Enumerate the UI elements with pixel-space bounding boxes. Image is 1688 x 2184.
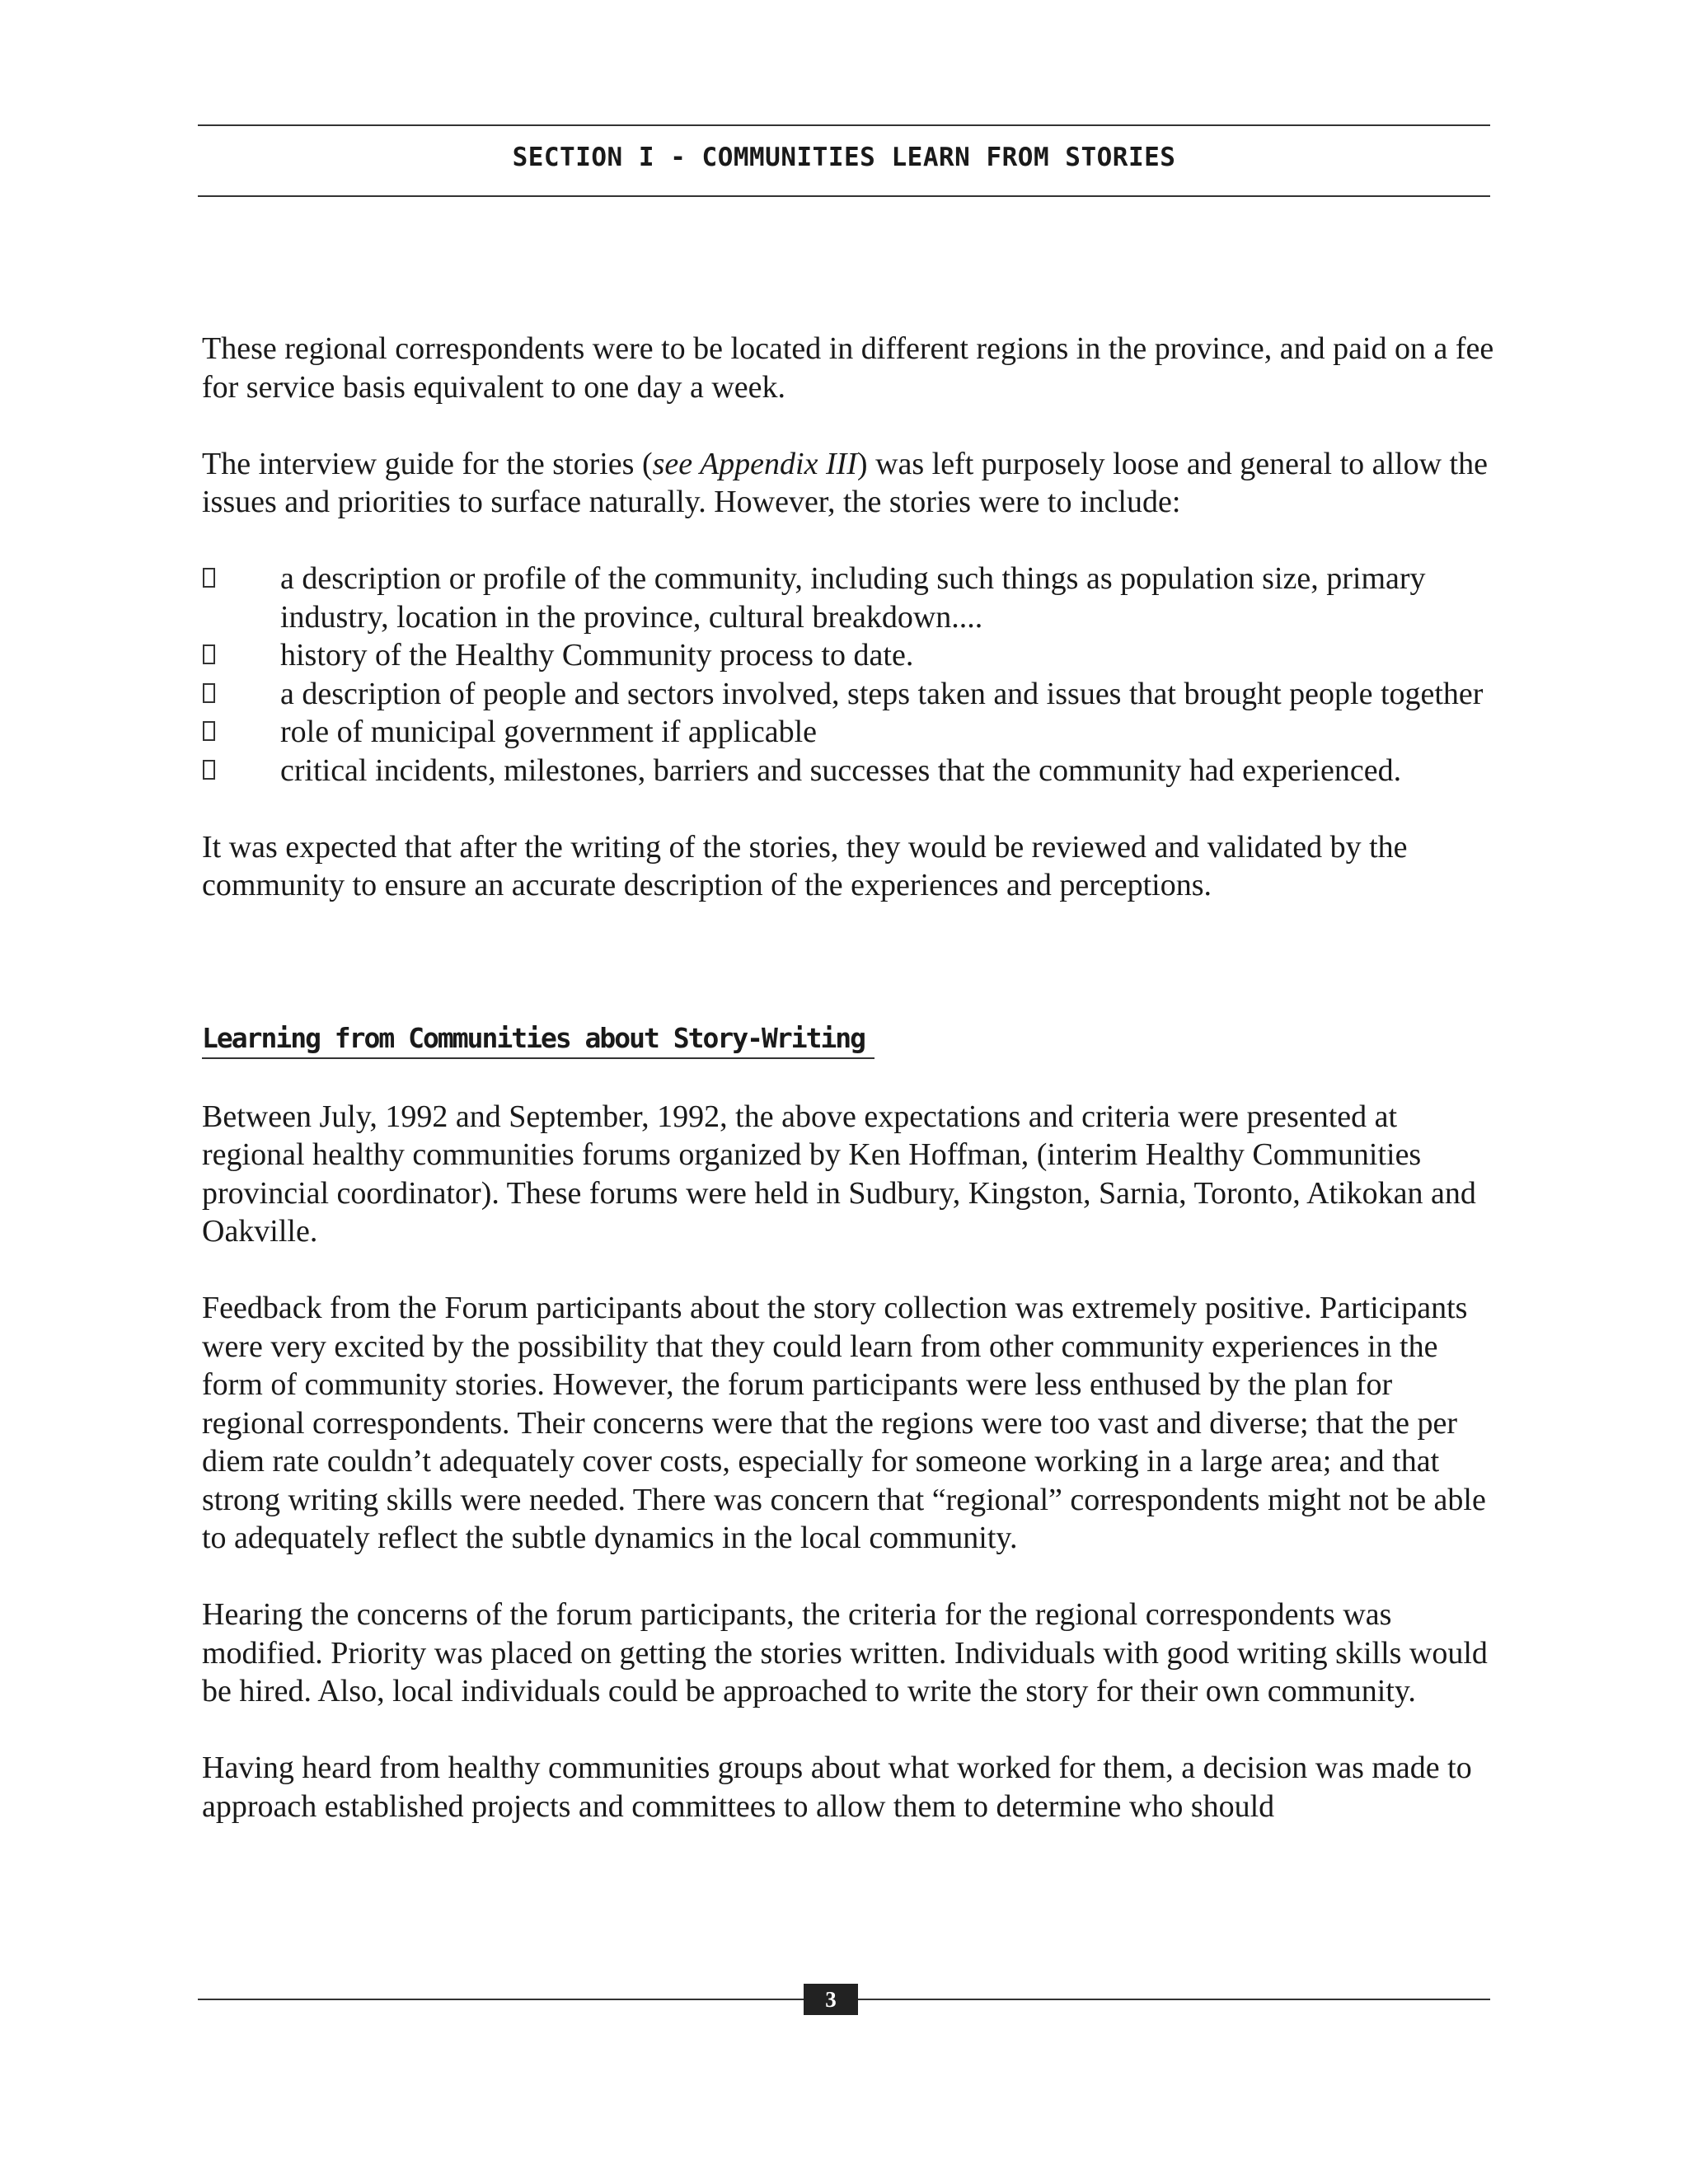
list-item-text: role of municipal government if applicable xyxy=(280,715,818,749)
list-item xyxy=(202,675,1496,714)
bullet-box-icon xyxy=(203,721,215,741)
list-item-text: history of the Healthy Community process to date. xyxy=(280,638,914,673)
bullet-box-icon xyxy=(203,683,215,703)
page-number-badge: 3 xyxy=(804,1984,858,2015)
list-item-text: critical incidents, milestones, barriers and successes that the community had experienced. xyxy=(280,752,1402,788)
paragraph-validation: It was expected that after the writing of the stories, they would be reviewed and validated by the community to ensure an accurate description of the experiences and perceptions. xyxy=(202,829,1408,902)
list-item xyxy=(202,752,1496,790)
list-item-text: a description or profile of the community, including such things as population size, primary industry, location in the province, cultural breakdown.... xyxy=(280,561,1426,635)
bullet-box-icon xyxy=(203,568,215,588)
section-subheading: Learning from Communities about Story-Writing xyxy=(202,1019,874,1059)
paragraph-feedback: Feedback from the Forum participants about the story collection was extremely positive. Participants were very excited by the possibility that they could learn from other community experiences in the form of community stories. However, the forum participants were less enthused by the plan for regional correspondents. Their concerns were that the regions were too vast and diverse; that the per diem rate couldn’t adequately cover costs, especially for someone working in a large area; and that strong writing skills were needed. There was concern that “regional” correspondents might not be able to adequately reflect the subtle dynamics in the local community. xyxy=(202,1291,1486,1555)
section-header-title: SECTION I - COMMUNITIES LEARN FROM STORIES xyxy=(512,143,1176,172)
paragraph-decision: Having heard from healthy communities groups about what worked for them, a decision was made to approach established projects and committees to allow them to determine who should xyxy=(202,1750,1472,1824)
story-requirements-list xyxy=(202,560,1496,790)
list-item xyxy=(202,560,1496,636)
list-item xyxy=(202,636,1496,675)
paragraph-forums: Between July, 1992 and September, 1992, the above expectations and criteria were presented at regional healthy communities forums organized by Ken Hoffman, (interim Healthy Communities provincial coordinator). These forums were held in Sudbury, Kingston, Sarnia, Toronto, Atikokan and Oakville. xyxy=(202,1099,1476,1249)
header-bottom-rule xyxy=(198,195,1490,197)
appendix-reference: see Appendix III xyxy=(652,446,857,481)
paragraph-interview-guide-start: The interview guide for the stories ( xyxy=(202,446,653,481)
paragraph-criteria-modified: Hearing the concerns of the forum participants, the criteria for the regional correspondents was modified. Priority was placed on getting the stories written. Individuals with good writing skills would be hired. Also, local individuals could be approached to write the story for their own community. xyxy=(202,1597,1488,1708)
paragraph-interview-guide-end: ) was left purposely loose and general to allow the issues and priorities to surface naturally. However, the stories were to include: xyxy=(202,446,1488,519)
bullet-box-icon xyxy=(203,644,215,664)
list-item-text: a description of people and sectors involved, steps taken and issues that brought people together xyxy=(280,676,1484,711)
document-body xyxy=(202,330,1496,1864)
paragraph-correspondents: These regional correspondents were to be located in different regions in the province, and paid on a fee for service basis equivalent to one day a week. xyxy=(202,331,1494,405)
paragraph-interview-guide xyxy=(202,445,1496,522)
bullet-box-icon xyxy=(203,760,215,780)
list-item xyxy=(202,713,1496,752)
header-top-rule xyxy=(198,124,1490,126)
